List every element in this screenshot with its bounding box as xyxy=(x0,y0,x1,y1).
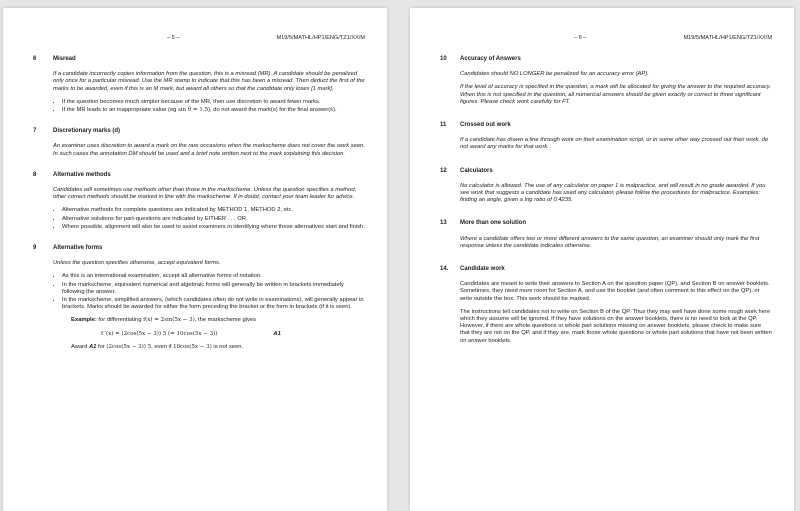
section-title: More than one solution xyxy=(460,220,526,227)
mark-tag: A1 xyxy=(273,330,281,337)
section-title: Crossed out work xyxy=(460,122,511,129)
section-calculators xyxy=(440,168,772,205)
math-expression: f ′(x) = (2cos(5x − 3)) 5 (= 10cos(5x − 3)) xyxy=(101,330,218,337)
award-line: Award A1 for (2cos(5x − 3)) 5, even if 10cos(5x − 3) is not seen. xyxy=(71,343,244,350)
section-title: Accuracy of Answers xyxy=(460,56,521,62)
section-text: The instructions tell candidates not to write on Section B of the QP. Thus they may well have done some rough work here which they assume will be ignored. If they have solutions on the answer booklets, there is no need to look at the QP. However, if there are whole questions or whole part solutions missing on answer booklets, please check to make sure that they are not on the QP, and if they are, mark those whole questions or whole part solutions that have not been written on answer booklets. xyxy=(460,308,772,344)
section-number: 6 xyxy=(33,56,37,62)
page-number: – 5 – xyxy=(167,35,180,41)
section-text: An examiner uses discretion to award a mark on the rare occasions when the markscheme does not cover the work seen. In such cases the annotation DM should be used and a brief note written next to the mark explaining this decision. xyxy=(53,143,365,157)
example-line: Example: for differentiating f(x) = 2sin(5x − 3), the markscheme gives xyxy=(71,317,256,324)
section-text: Candidates should NO LONGER be penalized for an accuracy error (AP). xyxy=(460,71,649,78)
section-text: Unless the question specifies otherwise, accept equivalent forms. xyxy=(53,260,221,267)
page-number: – 6 – xyxy=(574,35,587,41)
section-title: Discretionary marks (d) xyxy=(53,128,121,135)
section-title: Candidate work xyxy=(460,266,505,273)
list-item: • As this is an international examination, accept all alternative forms of notation. xyxy=(62,273,365,280)
section-title: Calculators xyxy=(460,167,493,174)
section-text: Where a candidate offers two or more different answers to the same question, an examiner should only mark the first response unless the candidate indicates otherwise. xyxy=(460,235,760,249)
section-discretionary-marks xyxy=(33,128,365,158)
list-item: • If the MR leads to an inappropriate value (eg sin θ = 1.5), do not award the mark(s) for the final answer(s). xyxy=(62,107,365,114)
section-number: 11 xyxy=(440,122,447,129)
list-item: • In the markscheme, simplified answers, (which candidates often do not write in examinations), will generally appear in brackets. Marks should be awarded for either the form preceding the bracket or the form in brackets (if it is seen). xyxy=(62,297,365,311)
section-text: If the level of accuracy is specified in the question, a mark will be allocated for giving the answer to the required accuracy. When this is not specified in the question, all numerical answers should be given exactly or correct to three significant figures. Please check work carefully for FT. xyxy=(460,84,771,105)
section-title: Alternative forms xyxy=(53,245,103,252)
paper-code: M19/5/MATHL/HP1/ENG/TZ1/XX/M xyxy=(276,35,365,41)
section-title: Misread xyxy=(53,56,76,62)
section-text: No calculator is allowed. The use of any calculator on paper 1 is malpractice, and will result in no grade awarded. If you see work that suggests a candidate has used any calculator, please follow the procedures for malpractice. Examples: finding an angle, given a trig ratio of 0.4235. xyxy=(460,182,766,204)
section-text: If a candidate has drawn a line through work on their examination script, or in some other way crossed out their work, do not award any marks for that work. xyxy=(460,137,769,151)
math-expression: (2cos(5x − 3)) 5 xyxy=(106,343,152,350)
list-item: • Where possible, alignment will also be used to assist examiners in identifying where these alternatives start and finish. xyxy=(62,224,365,231)
section-number: 14. xyxy=(440,266,449,273)
section-accuracy-of-answers xyxy=(440,56,772,106)
section-number: 8 xyxy=(33,171,37,178)
section-alternative-forms xyxy=(33,245,365,351)
section-crossed-out-work xyxy=(440,122,772,152)
section-title: Alternative methods xyxy=(53,171,111,178)
page-5 xyxy=(3,8,387,511)
section-misread xyxy=(33,56,365,114)
section-text: If a candidate incorrectly copies information from the question, this is a misread (MR). A candidate should be penalized only once for a particular misread. Use the MR stamp to indicate that this has been a misread. Then deduct the first of the marks to be awarded, even if this is an M mark, but award all others so that the candidate only loses [1 mark]. xyxy=(53,71,365,92)
section-candidate-work xyxy=(440,266,772,345)
section-more-than-one-solution xyxy=(440,220,772,250)
section-number: 7 xyxy=(33,128,37,135)
list-item: • Alternative methods for complete questions are indicated by METHOD 1, METHOD 2, etc. xyxy=(62,207,365,214)
section-number: 13 xyxy=(440,220,447,227)
section-number: 9 xyxy=(33,245,37,252)
list-item: • Alternative solutions for part-questions are indicated by EITHER . . . OR. xyxy=(62,216,365,223)
section-alternative-methods xyxy=(33,172,365,231)
page-6 xyxy=(410,8,794,511)
derivative-line xyxy=(101,331,365,338)
section-number: 12 xyxy=(440,167,447,174)
math-expression: 10cos(5x − 3) xyxy=(173,343,212,350)
list-item: • In the markscheme, equivalent numerical and algebraic forms will generally be written in brackets immediately following the answer. xyxy=(62,282,365,296)
list-item: • If the question becomes much simpler because of the MR, then use discretion to award fewer marks. xyxy=(62,99,365,106)
math-expression: f(x) = 2sin(5x − 3) xyxy=(143,317,195,324)
section-text: Candidates will sometimes use methods other than those in the markscheme. Unless the question specifies a method, other correct methods should be marked in line with the markscheme. If in doubt, contact your team leader for advice. xyxy=(53,187,357,201)
math-expression: sin θ = 1.5 xyxy=(178,107,209,114)
paper-code: M19/5/MATHL/HP1/ENG/TZ1/XX/M xyxy=(683,35,772,41)
section-number: 10 xyxy=(440,56,447,62)
section-text: Candidates are meant to write their answers to Section A on the question paper (QP), and Section B on answer booklets. Sometimes, they need more room for Section A, and use the booklet (and often comment to this effect on the QP), or write outside the box. This work should be marked. xyxy=(460,281,770,302)
